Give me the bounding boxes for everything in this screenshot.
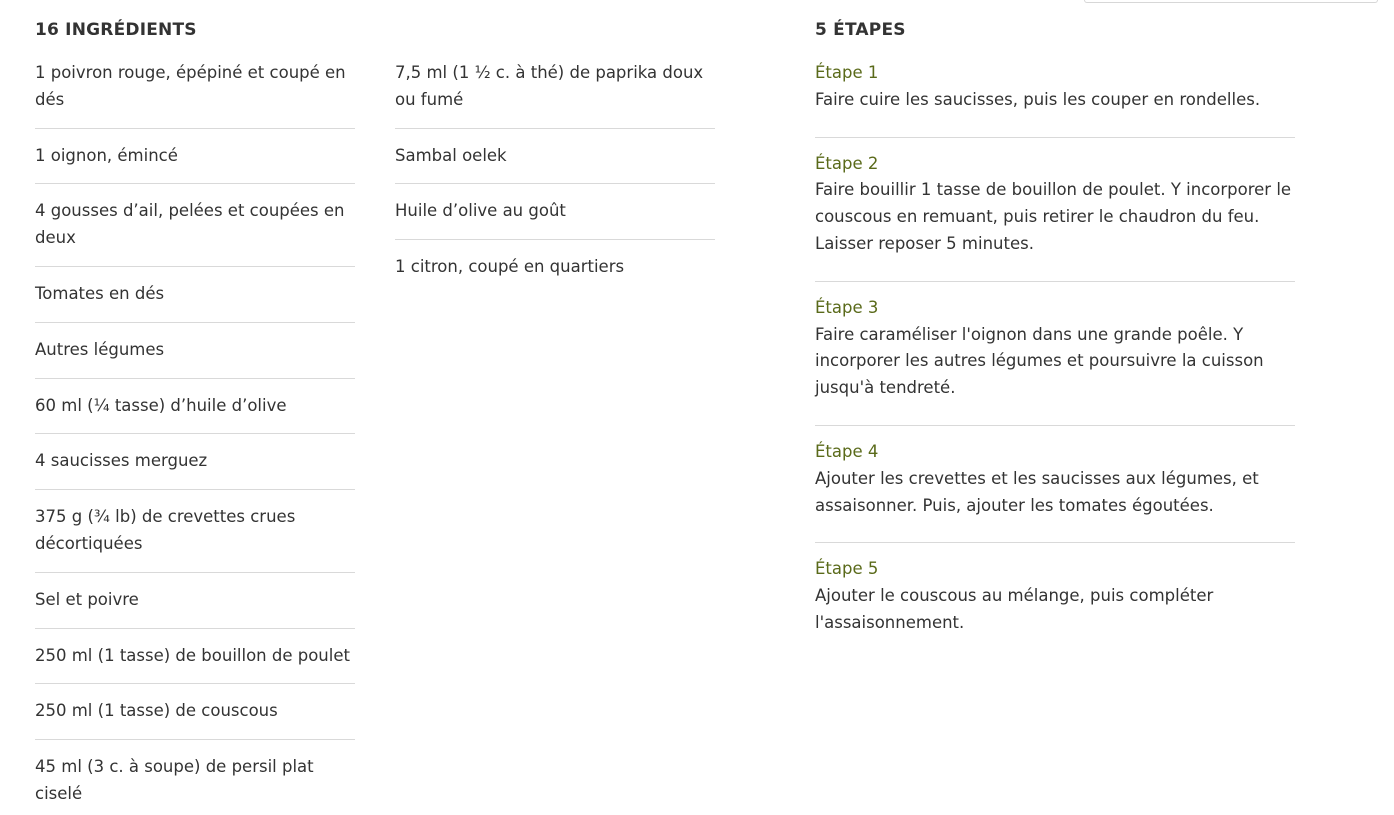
step-label: Étape 3	[815, 297, 879, 317]
ingredient-item: Huile d’olive au goût	[395, 198, 715, 240]
ingredient-item: 4 saucisses merguez	[35, 448, 355, 490]
ingredient-item: 1 poivron rouge, épépiné et coupé en dés	[35, 60, 355, 129]
ingredients-column-1	[35, 60, 355, 815]
ingredient-item: 45 ml (3 c. à soupe) de persil plat ciselé	[35, 757, 314, 803]
step-item-3	[815, 295, 1295, 426]
ingredient-item: Sel et poivre	[35, 587, 355, 629]
step-item-4	[815, 439, 1295, 543]
step-item-2	[815, 151, 1295, 282]
ingredient-item: 4 gousses d’ail, pelées et coupées en deux	[35, 198, 355, 267]
step-label: Étape 1	[815, 63, 879, 82]
step-label: Étape 2	[815, 153, 879, 173]
steps-list	[815, 60, 1295, 660]
ingredient-item: 60 ml (¼ tasse) d’huile d’olive	[35, 393, 355, 435]
ingredients-heading: 16 INGRÉDIENTS	[35, 20, 197, 40]
step-text: Faire cuire les saucisses, puis les couper en rondelles.	[815, 89, 1261, 109]
ingredients-column-2	[395, 60, 715, 815]
ingredient-item: 250 ml (1 tasse) de couscous	[35, 698, 355, 740]
ingredient-item: 7,5 ml (1 ½ c. à thé) de paprika doux ou fumé	[395, 60, 715, 129]
step-text: Faire bouillir 1 tasse de bouillon de poulet. Y incorporer le couscous en remuant, puis retirer le chaudron du feu. Laisser reposer 5 minutes.	[815, 180, 1292, 253]
ingredients-columns	[35, 60, 725, 815]
steps-section	[815, 18, 1295, 673]
ingredient-item: 1 citron, coupé en quartiers	[395, 257, 625, 277]
ingredient-item: 375 g (¾ lb) de crevettes crues décortiquées	[35, 504, 355, 573]
ingredient-item: Tomates en dés	[35, 281, 355, 323]
step-label: Étape 5	[815, 559, 879, 579]
step-item-1	[815, 60, 1295, 138]
step-text: Faire caraméliser l'oignon dans une grande poêle. Y incorporer les autres légumes et poursuivre la cuisson jusqu'à tendreté.	[815, 324, 1264, 398]
ingredients-section	[35, 18, 725, 815]
step-text: Ajouter le couscous au mélange, puis compléter l'assaisonnement.	[815, 586, 1214, 632]
steps-heading: 5 ÉTAPES	[815, 20, 906, 40]
ingredient-item: 250 ml (1 tasse) de bouillon de poulet	[35, 643, 355, 685]
step-text: Ajouter les crevettes et les saucisses aux légumes, et assaisonner. Puis, ajouter les tomates égoutées.	[815, 468, 1259, 515]
ingredient-item: Sambal oelek	[395, 143, 715, 185]
ingredient-item: 1 oignon, émincé	[35, 143, 355, 185]
top-edge-element	[1084, 0, 1378, 3]
step-item-5	[815, 556, 1295, 659]
ingredient-item: Autres légumes	[35, 337, 355, 379]
step-label: Étape 4	[815, 441, 879, 461]
